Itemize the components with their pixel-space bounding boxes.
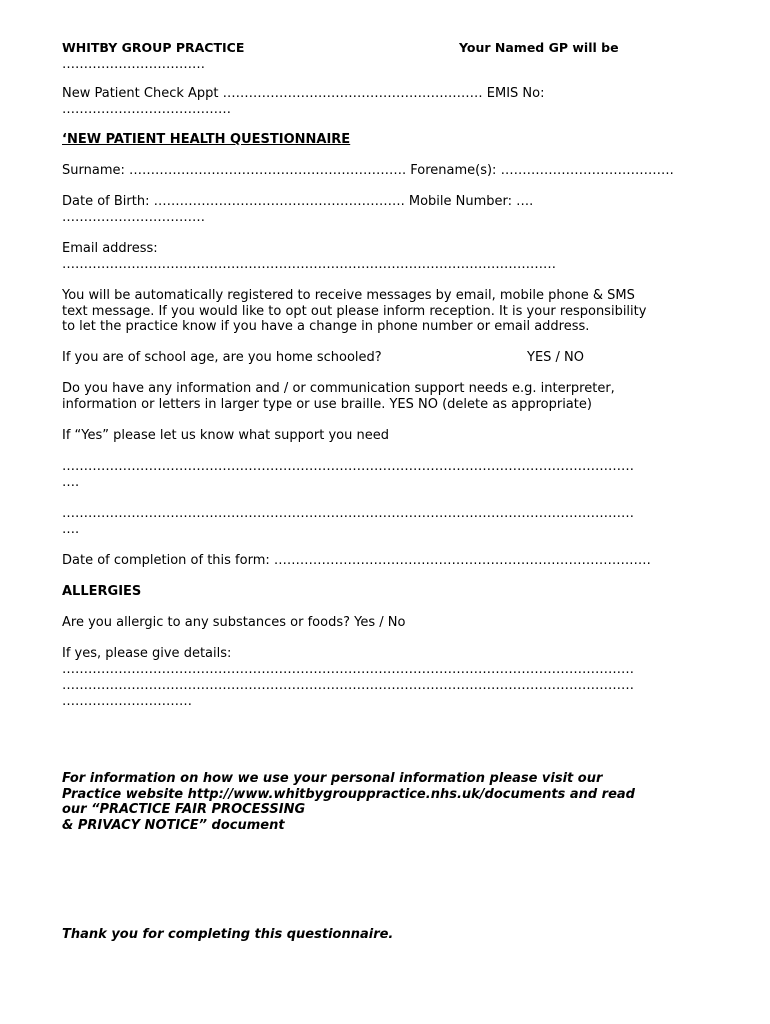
- allergy-details-field-1[interactable]: ……………………………………………………………………………………………………………………: [62, 662, 634, 677]
- home-school-question: If you are of school age, are you home schooled?: [62, 350, 382, 365]
- page-title: ‘NEW PATIENT HEALTH QUESTIONNAIRE: [62, 132, 351, 147]
- notice-line-3: to let the practice know if you have a change in phone number or email address.: [62, 319, 590, 334]
- notice-line-1: You will be automatically registered to receive messages by email, mobile phone & SMS: [62, 288, 635, 303]
- allergy-question[interactable]: Are you allergic to any substances or foods? Yes / No: [62, 615, 406, 630]
- support-answer-field-1[interactable]: ……………………………………………………………………………………………………………………: [62, 459, 634, 474]
- allergy-details-field-2[interactable]: ……………………………………………………………………………………………………………………: [62, 678, 634, 693]
- surname-forename-field[interactable]: Surname: ………………………………………………………. Forename(s): ………………………………….: [62, 163, 674, 178]
- practice-name: WHITBY GROUP PRACTICE: [62, 40, 245, 55]
- support-question-line-1: Do you have any information and / or communication support needs e.g. interpreter,: [62, 381, 615, 396]
- allergy-details-label: If yes, please give details:: [62, 646, 232, 661]
- privacy-line-4: & PRIVACY NOTICE” document: [62, 817, 285, 833]
- support-prompt: If “Yes” please let us know what support you need: [62, 428, 389, 443]
- notice-line-2: text message. If you would like to opt out please inform reception. It is your responsibility: [62, 303, 647, 319]
- mobile-number-continuation[interactable]: ……………………………: [62, 210, 205, 225]
- completion-date-field[interactable]: Date of completion of this form: ……………………………………………………………………………: [62, 553, 651, 568]
- thank-you-note: Thank you for completing this questionnaire.: [62, 927, 394, 942]
- emis-no-field[interactable]: …………………………………: [62, 102, 231, 117]
- check-appt-emis-line[interactable]: New Patient Check Appt …………………………………………………… EMIS No:: [62, 86, 545, 101]
- support-question-line-2[interactable]: information or letters in larger type or use braille. YES NO (delete as appropriate): [62, 397, 592, 412]
- privacy-line-2[interactable]: Practice website http://www.whitbygrouppractice.nhs.uk/documents and read: [62, 786, 635, 802]
- privacy-line-3: our “PRACTICE FAIR PROCESSING: [62, 802, 306, 817]
- email-label: Email address:: [62, 241, 158, 256]
- support-answer-field-2[interactable]: ……………………………………………………………………………………………………………………: [62, 506, 634, 521]
- named-gp-label: Your Named GP will be: [459, 40, 619, 55]
- support-answer-field-2-continuation[interactable]: ….: [62, 522, 80, 537]
- support-answer-field-1-continuation[interactable]: ….: [62, 475, 80, 490]
- named-gp-field[interactable]: ……………………………: [62, 57, 205, 72]
- privacy-line-1: For information on how we use your personal information please visit our: [62, 771, 603, 786]
- allergies-heading: ALLERGIES: [62, 584, 142, 599]
- home-school-answer[interactable]: YES / NO: [527, 350, 585, 365]
- allergy-details-field-3[interactable]: …………………………: [62, 694, 192, 709]
- dob-mobile-field[interactable]: Date of Birth: …………………………………………………. Mobile Number: ….: [62, 194, 534, 209]
- email-field[interactable]: ……………………………………………………………………………………………………: [62, 257, 556, 272]
